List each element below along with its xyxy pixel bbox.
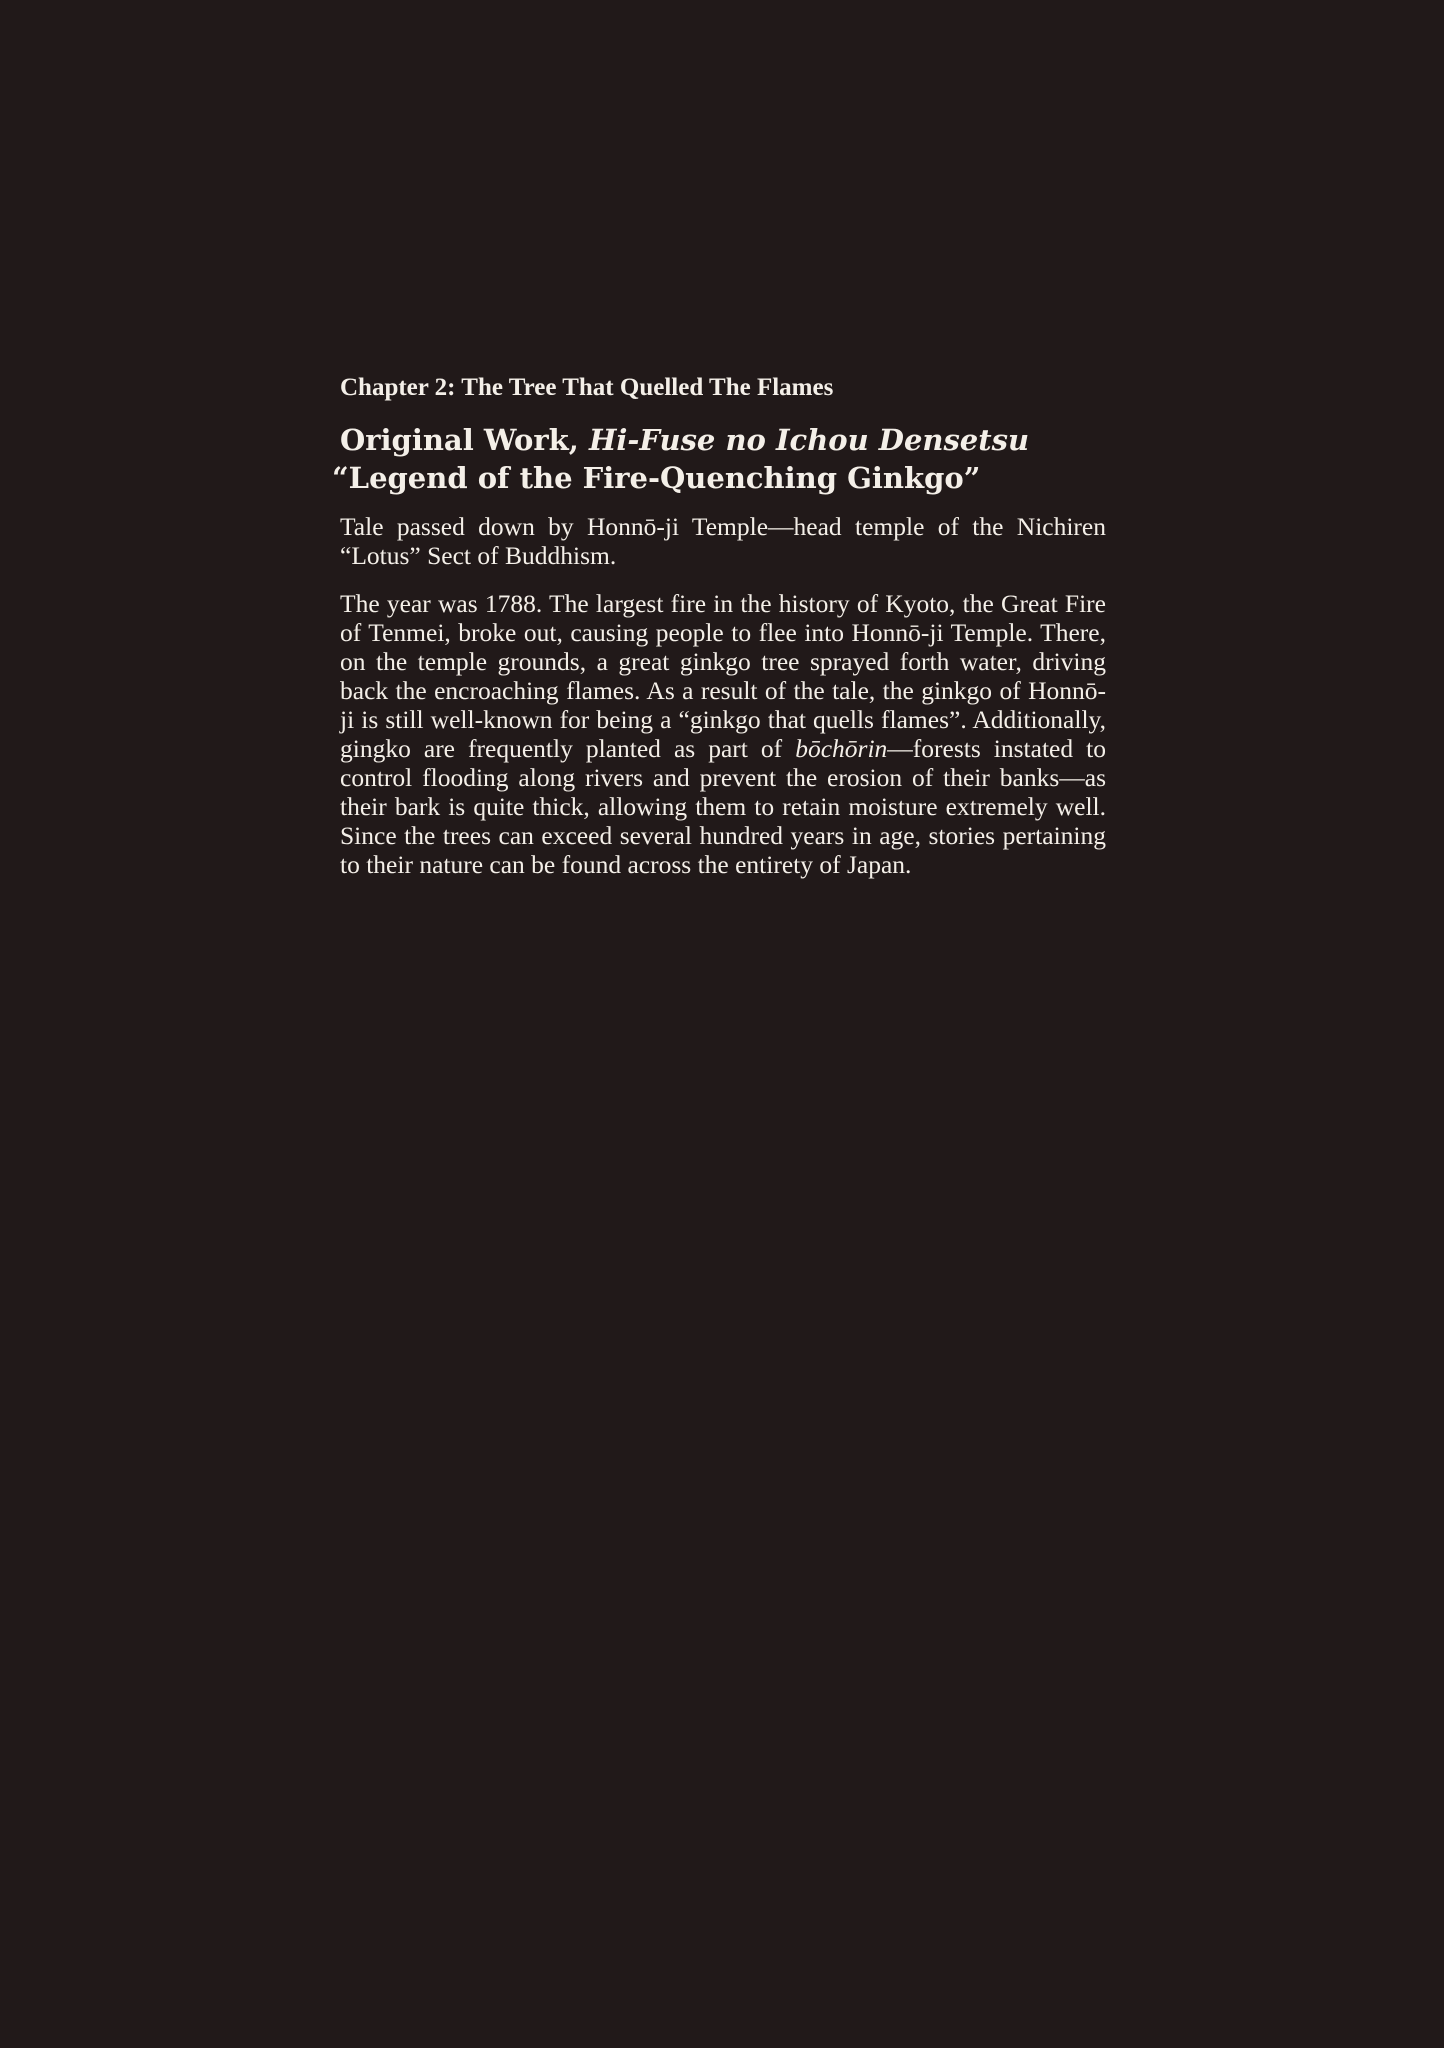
heading-italic-title: Hi-Fuse no Ichou Densetsu: [588, 423, 1030, 457]
text-block: [332, 370, 1106, 898]
intro-paragraph: Tale passed down by Honnō-ji Temple—head temple of the Nichiren “Lotus” Sect of Buddhism.: [340, 512, 1106, 570]
body-text-part2: —forests instated to control flooding along rivers and prevent the erosion of their banks—as their bark is quite thick, allowing them to retain moisture extremely well. Since the trees can exceed several hundred years in age, stories pertaining to their nature can be found across the entirety of Japan.: [340, 734, 1106, 879]
body-text-part1: The year was 1788. The largest fire in the history of Kyoto, the Great Fire of Tenmei, broke out, causing people to flee into Honnō-ji Temple. There, on the temple grounds, a great ginkgo tree sprayed forth water, driving back the encroaching flames. As a result of the tale, the ginkgo of Honnō-ji is still well-known for being a “ginkgo that quells flames”. Additionally, gingko are frequently planted as part of: [340, 589, 1106, 763]
chapter-title: Chapter 2: The Tree That Quelled The Flames: [340, 374, 834, 401]
body-italic-term: bōchōrin: [795, 734, 888, 763]
heading-translation: “Legend of the Fire-Quenching Ginkgo”: [332, 461, 981, 495]
story-heading: [332, 421, 1106, 497]
heading-prefix: Original Work,: [340, 423, 589, 457]
body-paragraph: [340, 589, 1106, 879]
